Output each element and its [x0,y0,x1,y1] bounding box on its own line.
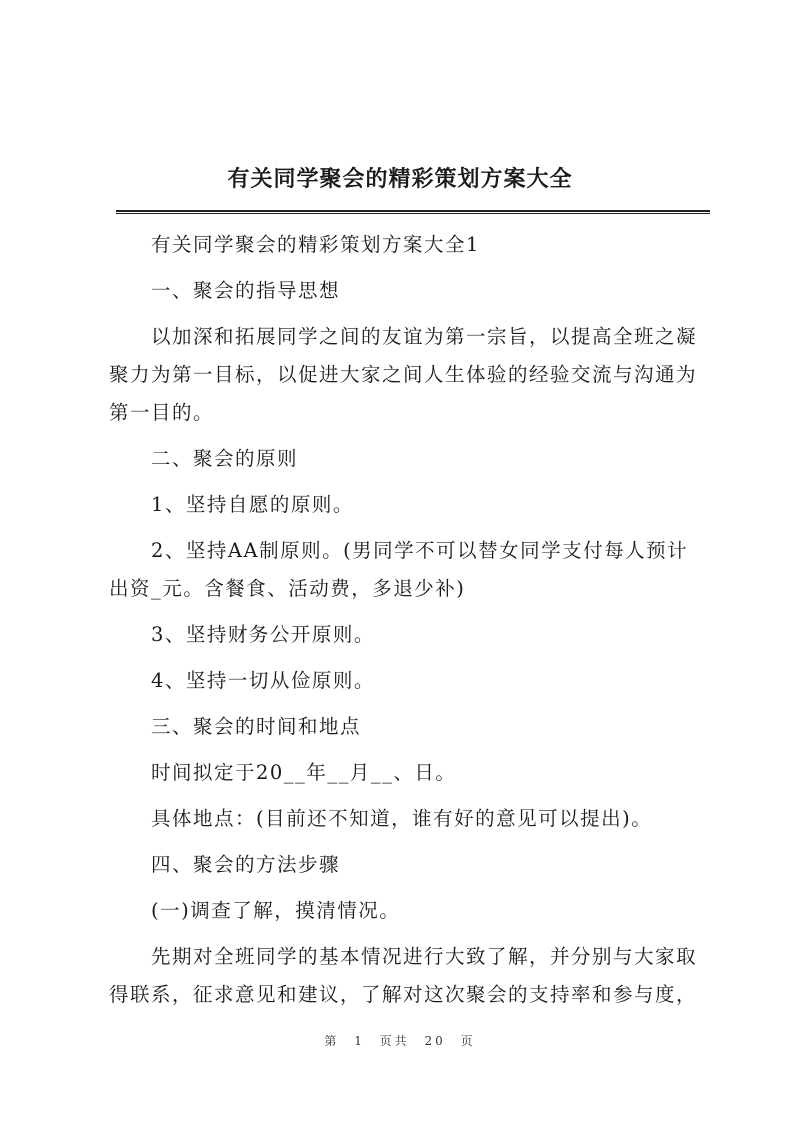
footer-total-suffix: 页 [460,1034,476,1048]
list-item: 4、坚持一切从俭原则。 [151,669,375,692]
footer-page-label: 第 [324,1034,340,1048]
footer-total-prefix: 页共 [379,1034,410,1048]
paragraph-heading-1: 有关同学聚会的精彩策划方案大全1 [151,233,480,256]
list-item: 2、坚持AA制原则。(男同学不可以替女同学支付每人预计出资_元。含餐食、活动费，多退少补) [109,539,689,600]
page-footer [0,1032,800,1049]
paragraph: 时间拟定于20__年__月__、日。 [151,761,457,784]
section-heading-3: 三、聚会的时间和地点 [151,715,362,738]
section-heading-2: 二、聚会的原则 [151,447,299,470]
section-heading-4: 四、聚会的方法步骤 [151,853,341,876]
subsection-heading: (一)调查了解，摸清情况。 [151,899,401,922]
document-body [109,226,709,1014]
title-divider [116,210,710,214]
list-item: 3、坚持财务公开原则。 [151,623,375,646]
section-heading-1: 一、聚会的指导思想 [151,279,341,302]
footer-current-page: 1 [354,1034,365,1048]
paragraph: 先期对全班同学的基本情况进行大致了解，并分别与大家取得联系，征求意见和建议，了解对这次聚会的支持率和参与度， [109,945,698,1006]
list-item: 1、坚持自愿的原则。 [151,493,354,516]
paragraph: 具体地点：(目前还不知道，谁有好的意见可以提出)。 [151,807,653,830]
paragraph: 以加深和拓展同学之间的友谊为第一宗旨，以提高全班之凝聚力为第一目标，以促进大家之间人生体验的经验交流与沟通为第一目的。 [109,325,698,424]
footer-total-pages: 20 [424,1034,446,1048]
document-title: 有关同学聚会的精彩策划方案大全 [227,167,573,192]
